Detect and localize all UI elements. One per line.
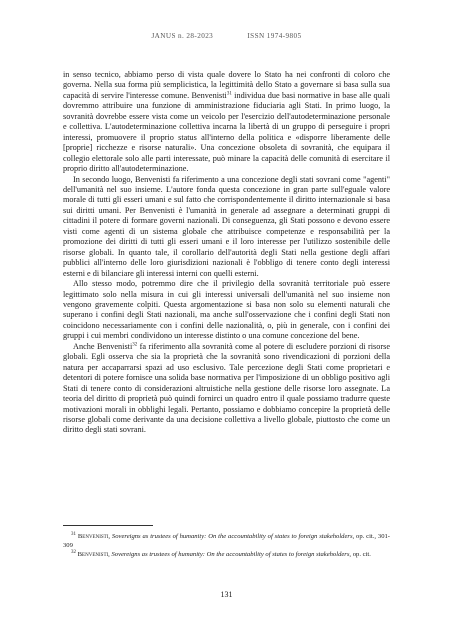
paragraph-1 — [63, 70, 390, 175]
footnote-ref-32[interactable]: 32 — [132, 342, 138, 348]
paragraph-4-text-a: Anche Benvenisti — [73, 341, 133, 351]
footnote-citation: , op. cit., 301-309 — [63, 533, 391, 549]
footnote-citation: , op. cit. — [349, 551, 371, 559]
footnote-number: 31 — [71, 531, 76, 537]
footnote-ref-31[interactable]: 31 — [226, 91, 232, 97]
paragraph-4 — [63, 342, 390, 436]
paragraph-1-text-a: in senso tecnico, abbiamo perso di vista quale dovere lo Stato ha nei confronti di coloro che governa. Nella sua forma più semplicistica, la legittimità dello Stato a governare si basa sulla sua capacità di servire l'interesse comune. Benvenisti — [63, 70, 390, 100]
footnote-31: $^{31}$ Benvenisti, Sovereigns as trustees of humanity: On the accountability of states to foreign stakeholders, op. cit., 301-309 — [63, 531, 391, 549]
paragraph-1-text-b: individua due basi normative in base alle quali dovremmo attribuire una funzione di amministrazione fiduciaria agli Stati. In primo luogo, la sovranità dovrebbe essere vista come un veicolo per l'esercizio dell'autodeterminazione personale e collettiva. L'autodeterminazione collettiva incarna la libertà di un gruppo di perseguire i propri interessi, promuovere il proprio status all'interno della politica e «disporre liberamente delle [proprie] ricchezze e risorse naturali». Una concezione obsoleta di sovranità, che equipara il collegio elettorale solo alle parti interessate, può minare la capacità delle comunità di esercitare il proprio diritto all'autodeterminazione. — [63, 90, 390, 174]
paragraph-4-text-b: fa riferimento alla sovranità come al potere di escludere porzioni di risorse globali. Egli osserva che sia la proprietà che la sovranità sono rivendicazioni di porzioni della natura per accaparrarsi spazi ad uso esclusivo. Tale percezione degli Stati come proprietari e detentori di potere fornisce una solida base normativa per l'imposizione di un obbligo positivo agli Stati di tenere conto di considerazioni altruistiche nella gestione delle risorse loro assegnate. La teoria del diritto di proprietà può quindi fornirci un quadro entro il quale possiamo tradurre queste motivazioni morali in obblighi legali. Pertanto, possiamo e dobbiamo concepire la proprietà delle risorse globali come derivante da una decisione collettiva a livello globale, piuttosto che come un diritto degli stati sovrani. — [63, 341, 390, 435]
paragraph-2: In secondo luogo, Benvenisti fa riferimento a una concezione degli stati sovrani come "agenti" dell'umanità nel suo insieme. L'autore fonda questa concezione in gran parte sull'eguale valore morale di tutti gli esseri umani e sul fatto che corrispondentemente il diritto internazionale si basa sui diritti umani. Per Benvenisti è l'umanità in generale ad assegnare a determinati gruppi di cittadini il potere di formare governi nazionali. Di conseguenza, gli Stati possono e devono essere visti come agenti di un sistema globale che attribuisce competenze e responsabilità per la promozione dei diritti di tutti gli esseri umani e il loro interesse per l'utilizzo sostenibile delle risorse globali. In quanto tale, il corollario dell'autorità degli Stati nella gestione degli affari pubblici all'interno delle loro giurisdizioni nazionali è l'obbligo di tenere conto degli interessi esterni e di bilanciare gli interessi interni con quelli esterni. — [63, 174, 390, 278]
issn: ISSN 1974-9805 — [247, 32, 302, 40]
page-number: 131 — [220, 590, 233, 599]
running-header — [0, 32, 453, 40]
footnote-divider — [63, 525, 153, 526]
paragraph-3: Allo stesso modo, potremmo dire che il privilegio della sovranità territoriale può essere legittimato solo nella misura in cui gli interessi universali dell'umanità nel suo insieme non vengono gravemente colpiti. Questa argomentazione si basa non solo su elementi naturali che superano i confini degli Stati nazionali, ma anche sull'osservazione che i confini degli Stati non coincidono necessariamente con i confini delle nazionalità, o, più in generale, con i confini dei gruppi i cui membri condividono un interesse distinto o una comune concezione del bene. — [63, 279, 390, 341]
footnote-author: Benvenisti — [77, 551, 109, 559]
footnote-title: Sovereigns as trustees of humanity: On the accountability of states to foreign stakeholders — [111, 533, 353, 540]
footnote-title: Sovereigns as trustees of humanity: On the accountability of states to foreign stakeholders — [111, 551, 350, 559]
footnote-number: 32 — [71, 550, 76, 555]
footnote-32: $^{32}$ Benvenisti, Sovereigns as trustees of humanity: On the accountability of states to foreign stakeholders, op. cit. — [71, 550, 371, 559]
journal-issue: JANUS n. 28-2023 — [151, 32, 214, 40]
main-text — [63, 70, 390, 436]
footnotes — [63, 533, 390, 561]
footnote-author: Benvenisti — [77, 533, 109, 540]
